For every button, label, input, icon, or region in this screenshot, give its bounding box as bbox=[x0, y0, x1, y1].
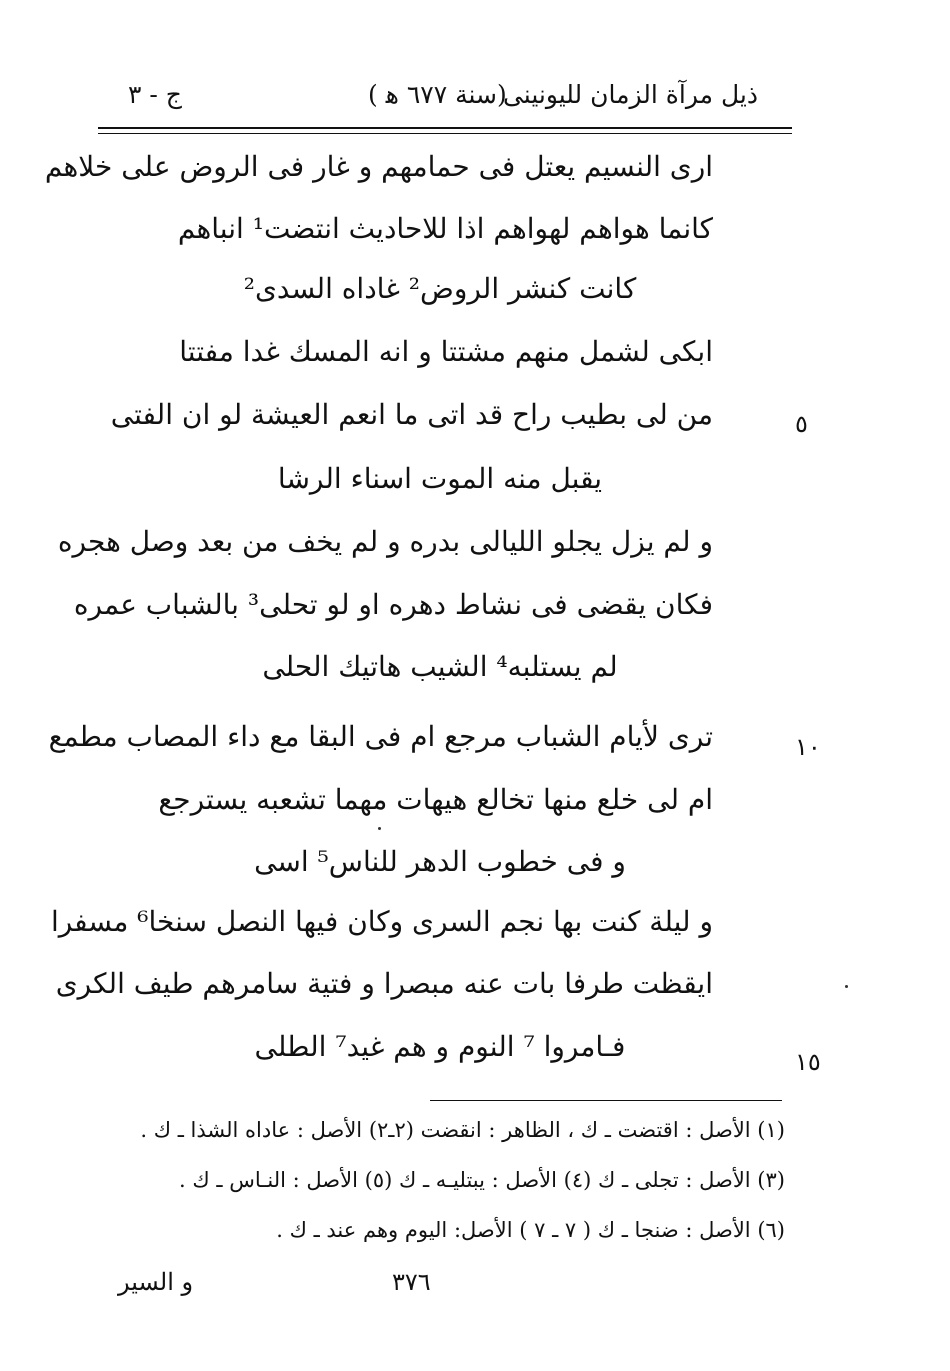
footnote-line-1: (١) الأصل : اقتضت ـ ك ، الظاهر : انقضت (٢ـ٢) الأصل : عاداه الشذا ـ ك . bbox=[140, 1118, 785, 1142]
footnote-line-3: (٦) الأصل : ضنجا ـ ك ( ٧ ـ ٧ ) الأصل: اليوم وهم عند ـ ك . bbox=[276, 1218, 785, 1242]
verse-line-1: ارى النسيم يعتل فى حمامهم و غار فى الروض على خلاهم bbox=[44, 150, 713, 183]
verse-line-15: فـامروا ⁷ النوم و هم غيد⁷ الطلى bbox=[254, 1030, 626, 1063]
verse-line-14: ايقظت طرفا بات عنه مبصرا و فتية سامرهم طيف الكرى bbox=[55, 967, 713, 1000]
verse-line-9: لم يستلبه⁴ الشيب هاتيك الحلى bbox=[262, 650, 618, 683]
volume-label: ج - ٣ bbox=[128, 80, 182, 109]
verse-line-4: ابكى لشمل منهم مشتتا و انه المسك غدا مفتتا bbox=[179, 335, 713, 368]
verse-line-2: كانما هواهم لهواهم اذا للاحاديث انتضت¹ انباهم bbox=[177, 212, 713, 245]
verse-line-3: كانت كنشر الروض² غاداه السدى² bbox=[243, 272, 637, 305]
running-title: ذيل مرآة الزمان لليونينى bbox=[502, 80, 758, 109]
page-number: ٣٧٦ bbox=[392, 1268, 431, 1296]
footnote-line-2: (٣) الأصل : تجلى ـ ك (٤) الأصل : يبتليـه ـ ك (٥) الأصل : النـاس ـ ك . bbox=[179, 1168, 785, 1192]
verse-line-5: من لى بطيب راح قد اتى ما انعم العيشة لو ان الفتى bbox=[110, 398, 713, 431]
verse-line-8: فكان يقضى فى نشاط دهره او لو تحلى³ بالشباب عمره bbox=[73, 588, 713, 621]
header-rule-thick bbox=[98, 127, 792, 129]
line-number-5: ٥ bbox=[795, 410, 808, 438]
line-number-15: ١٥ bbox=[795, 1048, 821, 1076]
year-label: (سنة ٦٧٧ ﻫ ) bbox=[368, 80, 507, 109]
stray-dot bbox=[378, 827, 381, 830]
verse-line-13: و ليلة كنت بها نجم السرى وكان فيها النصل سنخا⁶ مسفرا bbox=[50, 905, 713, 938]
verse-line-12: و فى خطوب الدهر للناس⁵ اسى bbox=[254, 845, 626, 878]
verse-line-11: ام لى خلع منها تخالع هيهات مهما تشعبه يسترجع bbox=[158, 783, 713, 816]
catchword: و السير bbox=[118, 1268, 194, 1296]
line-number-10: ١٠ bbox=[795, 733, 821, 761]
verse-line-7: و لم يزل يجلو الليالى بدره و لم يخف من بعد وصل هجره bbox=[57, 525, 713, 558]
verse-line-6: يقبل منه الموت اسناء الرشا bbox=[277, 462, 603, 495]
header-rule-thin bbox=[98, 133, 792, 134]
footnote-rule bbox=[430, 1100, 782, 1101]
stray-dot-right bbox=[845, 985, 848, 988]
verse-line-10: ترى لأيام الشباب مرجع ام فى البقا مع داء المصاب مطمع bbox=[48, 720, 713, 753]
